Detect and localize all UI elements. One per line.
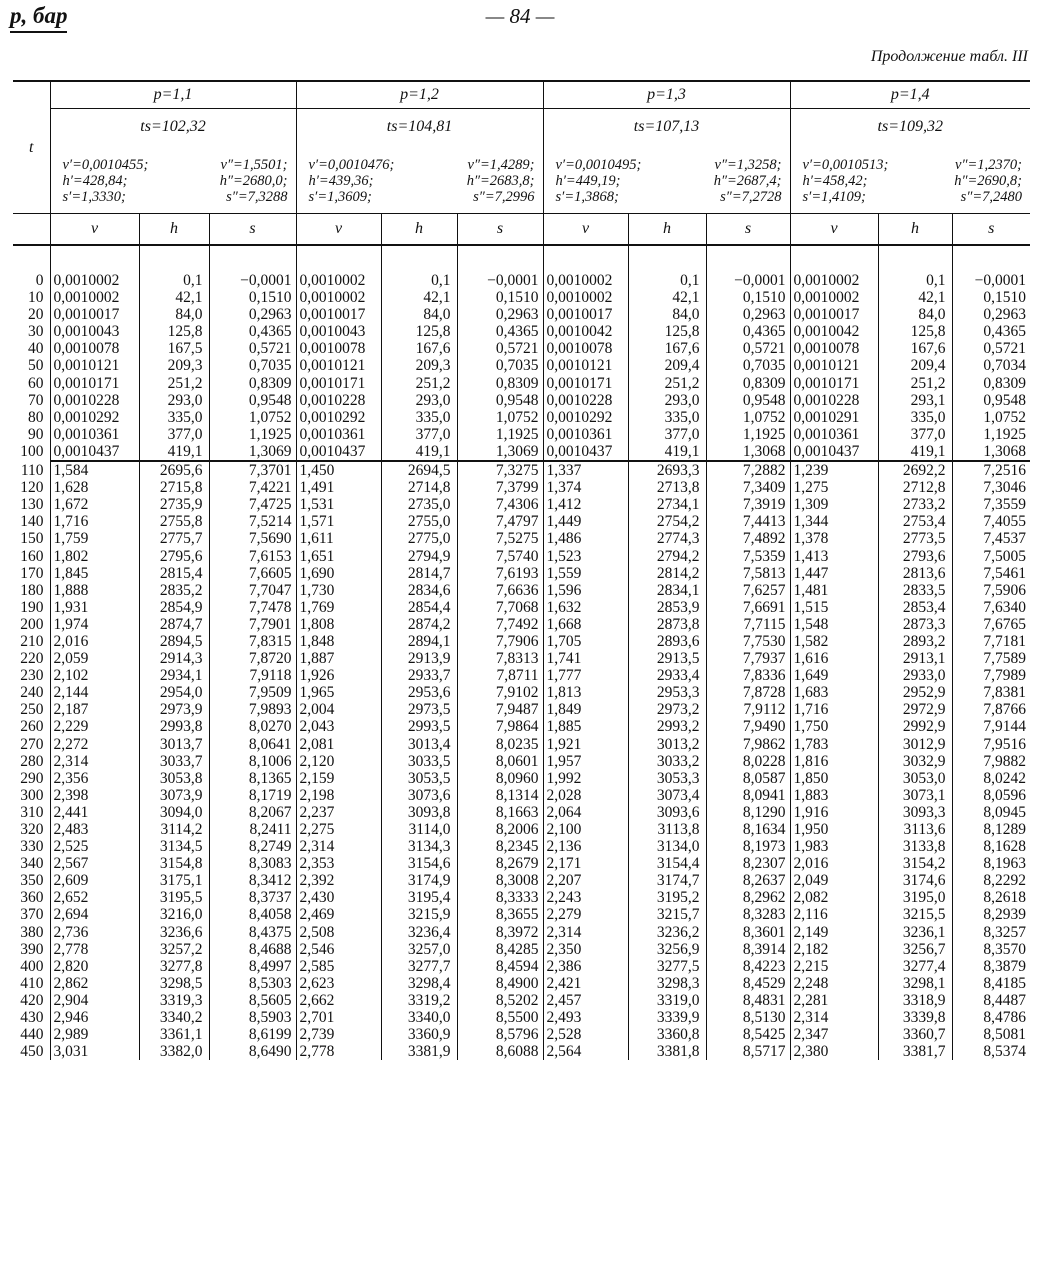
value-cell-s: −0,0001 0,1510 0,2963 0,4365 0,5721 0,7035 — [706, 245, 790, 375]
column-header-h: h — [381, 214, 457, 246]
value-cell-h: 2894,1 2913,9 2933,7 2953,6 2973,5 — [381, 633, 457, 718]
value-cell-v: 1,239 1,275 1,309 1,344 1,378 — [790, 461, 878, 547]
table-row-group — [13, 461, 1030, 547]
table-row-group — [13, 975, 1030, 1060]
value-cell-s: 7,3701 7,4221 7,4725 7,5214 7,5690 — [209, 461, 296, 547]
t-column-header: t — [13, 81, 50, 214]
value-cell-v: 2,652 2,694 2,736 2,778 2,820 — [50, 889, 139, 974]
value-cell-h: 2894,5 2914,3 2934,1 2954,0 2973,9 — [139, 633, 209, 718]
value-cell-h: 2893,2 2913,1 2933,0 2952,9 2972,9 — [878, 633, 952, 718]
value-cell-h: 3195,2 3215,7 3236,2 3256,9 3277,5 — [628, 889, 706, 974]
value-cell-v: 2,043 2,081 2,120 2,159 2,198 — [296, 718, 381, 803]
value-cell-h: 2694,5 2714,8 2735,0 2755,0 2775,0 — [381, 461, 457, 547]
temperature-cell: 160 170 180 190 200 — [20, 547, 44, 633]
saturation-property: v′=0,0010476; — [308, 157, 395, 173]
column-header-s: s — [706, 214, 790, 246]
saturation-property: s′=1,3330; — [62, 189, 126, 205]
value-cell-v: 0,0010171 0,0010228 0,0010292 0,0010361 0,0010437 — [543, 375, 628, 461]
saturation-properties-4 — [790, 145, 1030, 214]
value-cell-v: 2,229 2,272 2,314 2,356 2,398 — [50, 718, 139, 803]
saturation-property: s′=1,3609; — [308, 189, 372, 205]
saturation-property: s″=7,2728 — [720, 189, 782, 205]
value-cell-s: 7,9144 7,9516 7,9882 8,0242 8,0596 — [952, 718, 1030, 803]
value-cell-s: 8,1290 8,1634 8,1973 8,2307 8,2637 — [706, 804, 790, 889]
saturation-property: s″=7,3288 — [226, 189, 288, 205]
column-header-s: s — [457, 214, 543, 246]
page-number: — 84 — — [485, 4, 555, 28]
value-cell-h: 3093,3 3113,6 3133,8 3154,2 3174,6 — [878, 804, 952, 889]
temperature-cell: 360 370 380 390 400 — [20, 889, 44, 975]
value-cell-h: 2793,6 2813,6 2833,5 2853,4 2873,3 — [878, 548, 952, 633]
saturation-property: h″=2687,4; — [713, 173, 782, 189]
value-cell-v: 2,862 2,904 2,946 2,989 3,031 — [50, 975, 139, 1060]
saturation-property: v′=0,0010495; — [555, 157, 642, 173]
saturation-property: h″=2680,0; — [219, 173, 288, 189]
value-cell-s: 8,2618 8,2939 8,3257 8,3570 8,3879 — [952, 889, 1030, 974]
value-cell-s: 7,9864 8,0235 8,0601 8,0960 8,1314 — [457, 718, 543, 803]
value-cell-v: 2,430 2,469 2,508 2,546 2,585 — [296, 889, 381, 974]
value-cell-v: 1,750 1,783 1,816 1,850 1,883 — [790, 718, 878, 803]
value-cell-v: 0,0010002 0,0010002 0,0010017 0,0010042 0,0010078 0,0010121 — [790, 245, 878, 375]
value-cell-h: 2695,6 2715,8 2735,9 2755,8 2775,7 — [139, 461, 209, 547]
value-cell-v: 1,651 1,690 1,730 1,769 1,808 — [296, 548, 381, 633]
value-cell-s: 7,5359 7,5813 7,6257 7,6691 7,7115 — [706, 548, 790, 633]
pressure-header-3: p=1,3 — [543, 81, 790, 109]
value-cell-v: 1,582 1,616 1,649 1,683 1,716 — [790, 633, 878, 718]
pressure-header-2: p=1,2 — [296, 81, 543, 109]
value-cell-h: 3195,5 3216,0 3236,6 3257,2 3277,8 — [139, 889, 209, 974]
saturation-property: v″=1,5501; — [220, 157, 288, 173]
value-cell-v: 0,0010171 0,0010228 0,0010292 0,0010361 0,0010437 — [50, 375, 139, 461]
value-cell-s: 8,4185 8,4487 8,4786 8,5081 8,5374 — [952, 975, 1030, 1060]
value-cell-h: 3094,0 3114,2 3134,5 3154,8 3175,1 — [139, 804, 209, 889]
column-header-v: v — [543, 214, 628, 246]
value-cell-s: 7,5740 7,6193 7,6636 7,7068 7,7492 — [457, 548, 543, 633]
column-header-h: h — [878, 214, 952, 246]
value-cell-s: 7,6153 7,6605 7,7047 7,7478 7,7901 — [209, 548, 296, 633]
saturation-properties-3 — [543, 145, 790, 214]
value-cell-v: 1,885 1,921 1,957 1,992 2,028 — [543, 718, 628, 803]
value-cell-h: 2794,2 2814,2 2834,1 2853,9 2873,8 — [628, 548, 706, 633]
value-cell-v: 1,523 1,559 1,596 1,632 1,668 — [543, 548, 628, 633]
column-header-v: v — [296, 214, 381, 246]
value-cell-v: 2,248 2,281 2,314 2,347 2,380 — [790, 975, 878, 1060]
value-cell-s: −0,0001 0,1510 0,2963 0,4365 0,5721 0,7035 — [209, 245, 296, 375]
value-cell-v: 2,421 2,457 2,493 2,528 2,564 — [543, 975, 628, 1060]
saturation-temp-4: ts=109,32 — [790, 109, 1030, 146]
value-cell-h: 0,1 42,1 84,0 125,8 167,6 209,3 — [381, 245, 457, 375]
value-cell-s: 8,2962 8,3283 8,3601 8,3914 8,4223 — [706, 889, 790, 974]
value-cell-h: 3195,4 3215,9 3236,4 3257,0 3277,7 — [381, 889, 457, 974]
column-header-s: s — [952, 214, 1030, 246]
value-cell-v: 2,243 2,279 2,314 2,350 2,386 — [543, 889, 628, 974]
table-continuation-note: Продолжение табл. III — [870, 48, 1028, 65]
saturation-temp-1: ts=102,32 — [50, 109, 296, 146]
value-cell-h: 2794,9 2814,7 2834,6 2854,4 2874,2 — [381, 548, 457, 633]
column-header-v: v — [790, 214, 878, 246]
value-cell-h: 3195,0 3215,5 3236,1 3256,7 3277,4 — [878, 889, 952, 974]
saturation-property: s′=1,4109; — [802, 189, 866, 205]
value-cell-v: 1,916 1,950 1,983 2,016 2,049 — [790, 804, 878, 889]
value-cell-s: 7,7181 7,7589 7,7989 7,8381 7,8766 — [952, 633, 1030, 718]
saturation-property: v″=1,4289; — [467, 157, 535, 173]
value-cell-h: 2893,6 2913,5 2933,4 2953,3 2973,2 — [628, 633, 706, 718]
table-row-group — [13, 718, 1030, 803]
value-cell-v: 0,0010002 0,0010002 0,0010017 0,0010043 0,0010078 0,0010121 — [50, 245, 139, 375]
value-cell-h: 2993,8 3013,7 3033,7 3053,8 3073,9 — [139, 718, 209, 803]
value-cell-s: 7,7530 7,7937 7,8336 7,8728 7,9112 — [706, 633, 790, 718]
value-cell-v: 2,082 2,116 2,149 2,182 2,215 — [790, 889, 878, 974]
value-cell-s: −0,0001 0,1510 0,2963 0,4365 0,5721 0,7035 — [457, 245, 543, 375]
value-cell-v: 1,413 1,447 1,481 1,515 1,548 — [790, 548, 878, 633]
value-cell-v: 1,337 1,374 1,412 1,449 1,486 — [543, 461, 628, 547]
value-cell-h: 251,2 293,1 335,0 377,0 419,1 — [878, 375, 952, 461]
value-cell-h: 3298,4 3319,2 3340,0 3360,9 3381,9 — [381, 975, 457, 1060]
value-cell-s: 7,5005 7,5461 7,5906 7,6340 7,6765 — [952, 548, 1030, 633]
value-cell-s: 8,3737 8,4058 8,4375 8,4688 8,4997 — [209, 889, 296, 974]
column-header-v: v — [50, 214, 139, 246]
value-cell-v: 0,0010002 0,0010002 0,0010017 0,0010042 0,0010078 0,0010121 — [543, 245, 628, 375]
table-row-group — [13, 375, 1030, 461]
saturation-property: v″=1,2370; — [955, 157, 1023, 173]
temperature-cell: 310 320 330 340 350 — [20, 803, 44, 890]
value-cell-v: 0,0010171 0,0010228 0,0010292 0,0010361 0,0010437 — [296, 375, 381, 461]
pressure-header-4: p=1,4 — [790, 81, 1030, 109]
value-cell-s: 7,7906 7,8313 7,8711 7,9102 7,9487 — [457, 633, 543, 718]
pressure-header-1: p=1,1 — [50, 81, 296, 109]
value-cell-v: 0,0010002 0,0010002 0,0010017 0,0010043 0,0010078 0,0010121 — [296, 245, 381, 375]
value-cell-h: 3298,1 3318,9 3339,8 3360,7 3381,7 — [878, 975, 952, 1060]
value-cell-s: 8,4529 8,4831 8,5130 8,5425 8,5717 — [706, 975, 790, 1060]
saturation-property: s′=1,3868; — [555, 189, 619, 205]
value-cell-v: 2,064 2,100 2,136 2,171 2,207 — [543, 804, 628, 889]
saturation-property: h″=2690,8; — [954, 173, 1023, 189]
value-cell-h: 251,2 293,0 335,0 377,0 419,1 — [628, 375, 706, 461]
temperature-cell: 110 120 130 140 150 — [20, 461, 44, 547]
table-row-group — [13, 548, 1030, 633]
value-cell-v: 2,441 2,483 2,525 2,567 2,609 — [50, 804, 139, 889]
value-cell-v: 2,237 2,275 2,314 2,353 2,392 — [296, 804, 381, 889]
value-cell-v: 2,623 2,662 2,701 2,739 2,778 — [296, 975, 381, 1060]
table-row-group — [13, 889, 1030, 974]
value-cell-s: 7,9490 7,9862 8,0228 8,0587 8,0941 — [706, 718, 790, 803]
value-cell-s: 7,2516 7,3046 7,3559 7,4055 7,4537 — [952, 461, 1030, 547]
value-cell-h: 3093,8 3114,0 3134,3 3154,6 3174,9 — [381, 804, 457, 889]
value-cell-h: 2693,3 2713,8 2734,1 2754,2 2774,3 — [628, 461, 706, 547]
value-cell-h: 0,1 42,1 84,0 125,8 167,5 209,3 — [139, 245, 209, 375]
value-cell-h: 2993,2 3013,2 3033,2 3053,3 3073,4 — [628, 718, 706, 803]
temperature-cell: 260 270 280 290 300 — [20, 718, 44, 804]
saturation-property: h′=439,36; — [308, 173, 374, 189]
value-cell-v: 2,016 2,059 2,102 2,144 2,187 — [50, 633, 139, 718]
value-cell-s: 7,2882 7,3409 7,3919 7,4413 7,4892 — [706, 461, 790, 547]
value-cell-s: 0,8309 0,9548 1,0752 1,1925 1,3069 — [209, 375, 296, 461]
saturation-properties-2 — [296, 145, 543, 214]
value-cell-h: 2992,9 3012,9 3032,9 3053,0 3073,1 — [878, 718, 952, 803]
saturation-temp-2: ts=104,81 — [296, 109, 543, 146]
value-cell-v: 1,705 1,741 1,777 1,813 1,849 — [543, 633, 628, 718]
unit-label: p, бар — [10, 2, 67, 33]
column-header-s: s — [209, 214, 296, 246]
saturation-temp-3: ts=107,13 — [543, 109, 790, 146]
saturation-property: v′=0,0010455; — [62, 157, 149, 173]
value-cell-v: 1,848 1,887 1,926 1,965 2,004 — [296, 633, 381, 718]
value-cell-s: 8,0270 8,0641 8,1006 8,1365 8,1719 — [209, 718, 296, 803]
value-cell-v: 0,0010171 0,0010228 0,0010291 0,0010361 0,0010437 — [790, 375, 878, 461]
saturation-property: v′=0,0010513; — [802, 157, 889, 173]
value-cell-h: 0,1 42,1 84,0 125,8 167,6 209,4 — [628, 245, 706, 375]
value-cell-v: 1,584 1,628 1,672 1,716 1,759 — [50, 461, 139, 547]
saturation-property: h′=449,19; — [555, 173, 621, 189]
value-cell-s: 0,8309 0,9548 1,0752 1,1925 1,3069 — [457, 375, 543, 461]
steam-properties-table — [13, 80, 1030, 1060]
saturation-property: s″=7,2996 — [473, 189, 535, 205]
value-cell-s: 8,4900 8,5202 8,5500 8,5796 8,6088 — [457, 975, 543, 1060]
saturation-property: s″=7,2480 — [960, 189, 1023, 205]
value-cell-s: −0,0001 0,1510 0,2963 0,4365 0,5721 0,7034 — [952, 245, 1030, 375]
temperature-cell: 210 220 230 240 250 — [20, 632, 44, 719]
table-row-group — [13, 633, 1030, 718]
value-cell-s: 7,3275 7,3799 7,4306 7,4797 7,5275 — [457, 461, 543, 547]
saturation-property: h″=2683,8; — [466, 173, 535, 189]
table-row-group — [13, 804, 1030, 889]
temperature-cell: 410 420 430 440 450 — [20, 974, 44, 1061]
value-cell-h: 3093,6 3113,8 3134,0 3154,4 3174,7 — [628, 804, 706, 889]
table-row-group — [13, 245, 1030, 375]
t-column-header-blank — [13, 214, 50, 246]
value-cell-s: 8,3333 8,3655 8,3972 8,4285 8,4594 — [457, 889, 543, 974]
value-cell-s: 8,5303 8,5605 8,5903 8,6199 8,6490 — [209, 975, 296, 1060]
value-cell-h: 3298,5 3319,3 3340,2 3361,1 3382,0 — [139, 975, 209, 1060]
value-cell-s: 7,8315 7,8720 7,9118 7,9509 7,9893 — [209, 633, 296, 718]
value-cell-h: 2692,2 2712,8 2733,2 2753,4 2773,5 — [878, 461, 952, 547]
saturation-property: h′=458,42; — [802, 173, 868, 189]
value-cell-s: 0,8309 0,9548 1,0752 1,1925 1,3068 — [706, 375, 790, 461]
value-cell-v: 1,802 1,845 1,888 1,931 1,974 — [50, 548, 139, 633]
value-cell-s: 8,0945 8,1289 8,1628 8,1963 8,2292 — [952, 804, 1030, 889]
value-cell-s: 0,8309 0,9548 1,0752 1,1925 1,3068 — [952, 375, 1030, 461]
value-cell-s: 8,1663 8,2006 8,2345 8,2679 8,3008 — [457, 804, 543, 889]
value-cell-h: 3298,3 3319,0 3339,9 3360,8 3381,8 — [628, 975, 706, 1060]
value-cell-s: 8,2067 8,2411 8,2749 8,3083 8,3412 — [209, 804, 296, 889]
saturation-property: h′=428,84; — [62, 173, 128, 189]
saturation-property: v″=1,3258; — [714, 157, 782, 173]
value-cell-h: 0,1 42,1 84,0 125,8 167,6 209,4 — [878, 245, 952, 375]
temperature-cell: 0 10 20 30 40 50 — [28, 272, 44, 375]
column-header-h: h — [628, 214, 706, 246]
value-cell-h: 251,2 293,0 335,0 377,0 419,1 — [381, 375, 457, 461]
value-cell-h: 2795,6 2815,4 2835,2 2854,9 2874,7 — [139, 548, 209, 633]
value-cell-h: 2993,5 3013,4 3033,5 3053,5 3073,6 — [381, 718, 457, 803]
value-cell-h: 251,2 293,0 335,0 377,0 419,1 — [139, 375, 209, 461]
column-header-h: h — [139, 214, 209, 246]
value-cell-v: 1,450 1,491 1,531 1,571 1,611 — [296, 461, 381, 547]
temperature-cell: 60 70 80 90 100 — [20, 375, 44, 461]
saturation-properties-1 — [50, 145, 296, 214]
